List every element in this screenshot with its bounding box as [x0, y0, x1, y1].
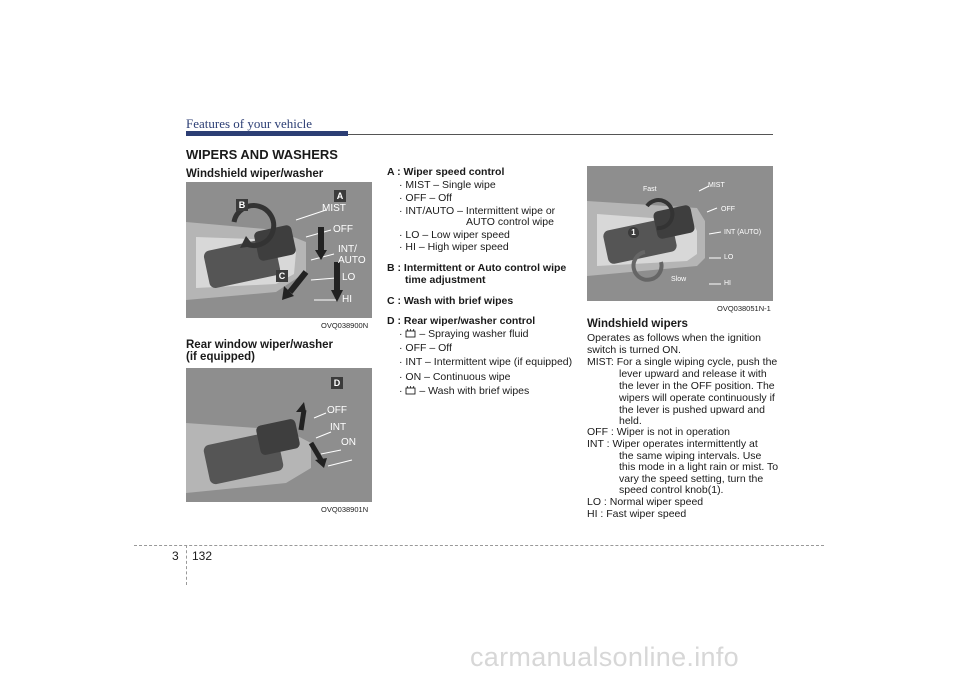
int-line-1: INT : Wiper operates intermittently at [587, 438, 758, 450]
label-auto: AUTO [338, 255, 366, 266]
mist-line-1: MIST: For a single wiping cycle, push the [587, 356, 778, 368]
badge-knob-1: 1 [628, 227, 639, 238]
figure-code-1: OVQ038900N [321, 321, 369, 330]
d-item-wash-text: – Wash with brief wipes [419, 385, 530, 397]
figure-rear-lever [186, 368, 372, 502]
mist-line-5: the lever is pushed upward and [619, 404, 765, 416]
label-int: INT/ [338, 244, 357, 255]
d-item-int: · INT – Intermittent wipe (if equipped) [399, 356, 573, 368]
section-title: WIPERS AND WASHERS [186, 147, 338, 162]
page-number: 132 [192, 549, 213, 563]
d-item-spray [399, 328, 529, 341]
d-title: D : Rear wiper/washer control [387, 315, 536, 327]
footer-rule [134, 545, 824, 546]
label-int-auto-r: INT (AUTO) [724, 229, 762, 236]
figure-windshield-lever [186, 182, 372, 318]
label-off: OFF [333, 224, 353, 235]
hi-line: HI : Fast wiper speed [587, 508, 687, 520]
int-line-2: the same wiping intervals. Use [619, 450, 762, 462]
rear-wiper-title-line1: Rear window wiper/washer [186, 339, 333, 351]
mist-line-4: wipers will operate continuously if [619, 392, 775, 404]
figure-code-2: OVQ038901N [321, 505, 369, 514]
header-accent-bar [186, 131, 348, 136]
d-item-on: · ON – Continuous wipe [399, 371, 511, 383]
off-line: OFF : Wiper is not in operation [587, 426, 730, 438]
rear-label-int: INT [330, 422, 347, 433]
lo-line: LO : Normal wiper speed [587, 496, 704, 508]
int-line-5: speed control knob(1). [619, 484, 724, 496]
mist-line-6: held. [619, 415, 642, 427]
label-hi-r: HI [724, 280, 731, 287]
label-mist-r: MIST [708, 182, 725, 189]
label-lo-r: LO [724, 254, 734, 261]
d-item-off: · OFF – Off [399, 342, 452, 354]
d-item-spray-text: – Spraying washer fluid [419, 328, 529, 340]
intro-line-2: switch is turned ON. [587, 344, 681, 356]
badge-d: D [331, 377, 343, 389]
b-line1: B : Intermittent or Auto control wipe [387, 262, 567, 274]
windshield-wiper-washer-title: Windshield wiper/washer [186, 168, 324, 180]
footer-divider [186, 545, 187, 585]
a-title: A : Wiper speed control [387, 166, 505, 178]
badge-c: C [276, 270, 288, 282]
b-line2: time adjustment [405, 274, 486, 286]
a-item-hi: · HI – High wiper speed [399, 241, 509, 253]
chapter-number: 3 [172, 549, 179, 563]
d-bullet-2: · [399, 385, 403, 397]
d-item-wash [399, 385, 529, 398]
badge-b: B [236, 199, 248, 211]
int-line-3: this mode in a light rain or mist. To [619, 461, 779, 473]
rear-label-on: ON [341, 437, 356, 448]
a-item-int: · INT/AUTO – Intermittent wipe or [399, 205, 556, 217]
watermark: carmanualsonline.info [470, 642, 739, 672]
label-lo: LO [342, 272, 356, 283]
windshield-wipers-title: Windshield wipers [587, 318, 688, 330]
label-hi: HI [342, 294, 352, 305]
washer-spray-icon [405, 329, 416, 338]
washer-wipe-icon [405, 386, 416, 395]
rear-label-off: OFF [327, 405, 347, 416]
a-item-off: · OFF – Off [399, 192, 452, 204]
label-mist: MIST [322, 203, 346, 214]
mist-line-3: the lever in the OFF position. The [619, 380, 775, 392]
figure-wiper-speed [587, 166, 773, 301]
int-line-4: vary the speed setting, turn the [619, 473, 764, 485]
intro-line-1: Operates as follows when the ignition [587, 332, 761, 344]
label-slow: Slow [671, 276, 687, 283]
d-bullet-1: · [399, 328, 403, 340]
label-off-r: OFF [721, 206, 735, 213]
label-fast: Fast [643, 186, 657, 193]
a-item-lo: · LO – Low wiper speed [399, 229, 510, 241]
rear-wiper-title-line2: (if equipped) [186, 351, 255, 363]
running-header: Features of your vehicle [186, 116, 312, 131]
badge-a: A [334, 190, 346, 202]
a-item-mist: · MIST – Single wipe [399, 179, 496, 191]
c-line: C : Wash with brief wipes [387, 295, 514, 307]
figure-code-3: OVQ038051N-1 [717, 304, 771, 313]
rear-lever-illustration [186, 368, 372, 502]
mist-line-2: lever upward and release it with [619, 368, 767, 380]
a-item-int-cont: AUTO control wipe [466, 216, 554, 228]
